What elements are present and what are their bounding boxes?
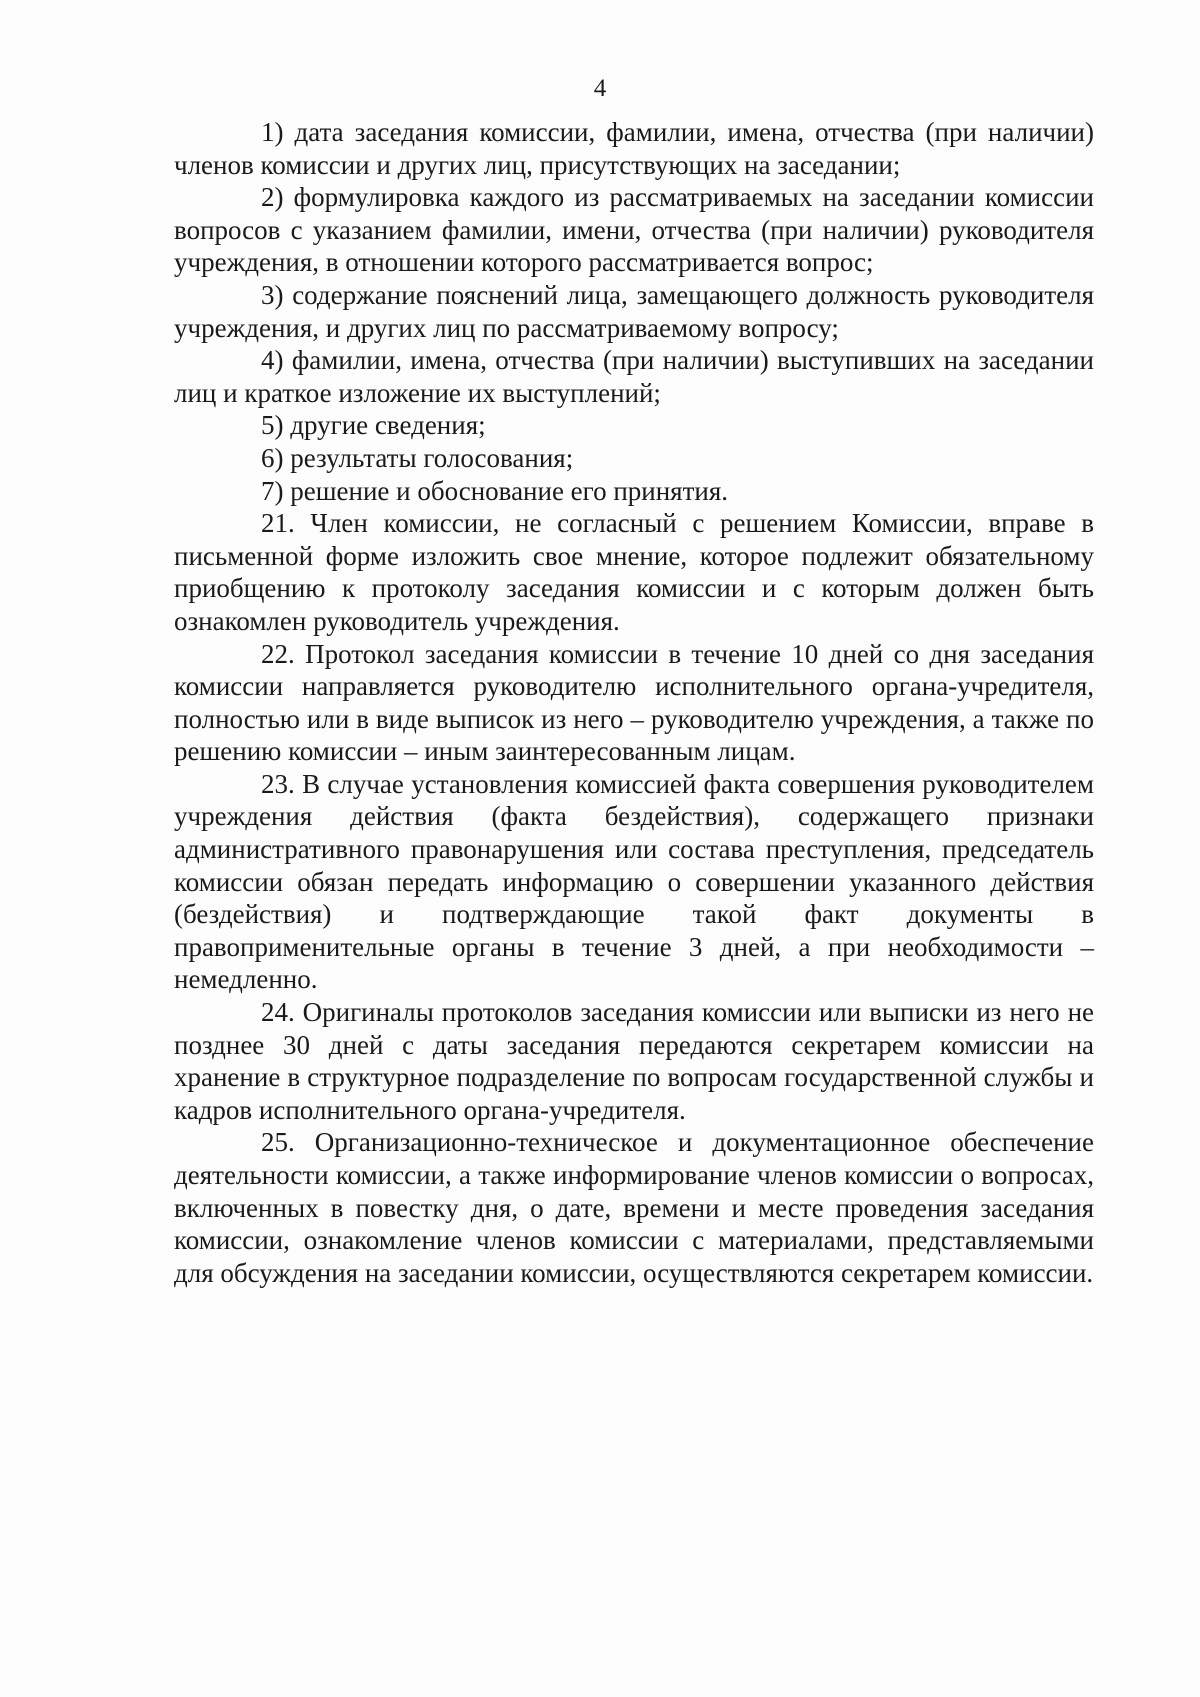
paragraph-item-2: 2) формулировка каждого из рассматриваемых на заседании комиссии вопросов с указанием фамилии, имени, отчества (при наличии) руководителя учреждения, в отношении которого рассматривается вопрос;: [174, 182, 1094, 278]
paragraph-clause-24: 24. Оригиналы протоколов заседания комиссии или выписки из него не позднее 30 дней с даты заседания передаются секретарем комиссии на хранение в структурное подразделение по вопросам государственной службы и кадров исполнительного органа-учредителя.: [174, 997, 1094, 1125]
paragraph-clause-25: 25. Организационно-техническое и документационное обеспечение деятельности комиссии, а также информирование членов комиссии о вопросах, включенных в повестку дня, о дате, времени и месте проведения заседания комиссии, ознакомление членов комиссии с материалами, представляемыми для обсуждения на заседании комиссии, осуществляются секретарем комиссии.: [174, 1127, 1094, 1288]
paragraph-item-1: 1) дата заседания комиссии, фамилии, имена, отчества (при наличии) членов комиссии и других лиц, присутствующих на заседании;: [174, 117, 1094, 180]
document-body: [174, 116, 1094, 1289]
paragraph-item-7: 7) решение и обоснование его принятия.: [261, 475, 729, 506]
paragraph-item-6: 6) результаты голосования;: [261, 442, 574, 473]
paragraph-item-4: 4) фамилии, имена, отчества (при наличии) выступивших на заседании лиц и краткое изложение их выступлений;: [174, 345, 1094, 408]
paragraph-clause-21: 21. Член комиссии, не согласный с решением Комиссии, вправе в письменной форме изложить свое мнение, которое подлежит обязательному приобщению к протоколу заседания комиссии и с которым должен быть ознакомлен руководитель учреждения.: [174, 508, 1094, 636]
paragraph-item-3: 3) содержание пояснений лица, замещающего должность руководителя учреждения, и других лиц по рассматриваемому вопросу;: [174, 279, 1094, 343]
page-number: 4: [593, 75, 607, 102]
paragraph-clause-23: 23. В случае установления комиссией факта совершения руководителем учреждения действия (факта бездействия), содержащего признаки административного правонарушения или состава преступления, председатель комиссии обязан передать информацию о совершении указанного действия (бездействия) и подтверждающие такой факт документы в правоприменительные органы в течение 3 дней, а при необходимости – немедленно.: [174, 768, 1094, 995]
paragraph-item-5: 5) другие сведения;: [261, 410, 486, 441]
paragraph-clause-22: 22. Протокол заседания комиссии в течение 10 дней со дня заседания комиссии направляется руководителю исполнительного органа-учредителя, полностью или в виде выписок из него – руководителю учреждения, а также по решению комиссии – иным заинтересованным лицам.: [174, 638, 1094, 767]
